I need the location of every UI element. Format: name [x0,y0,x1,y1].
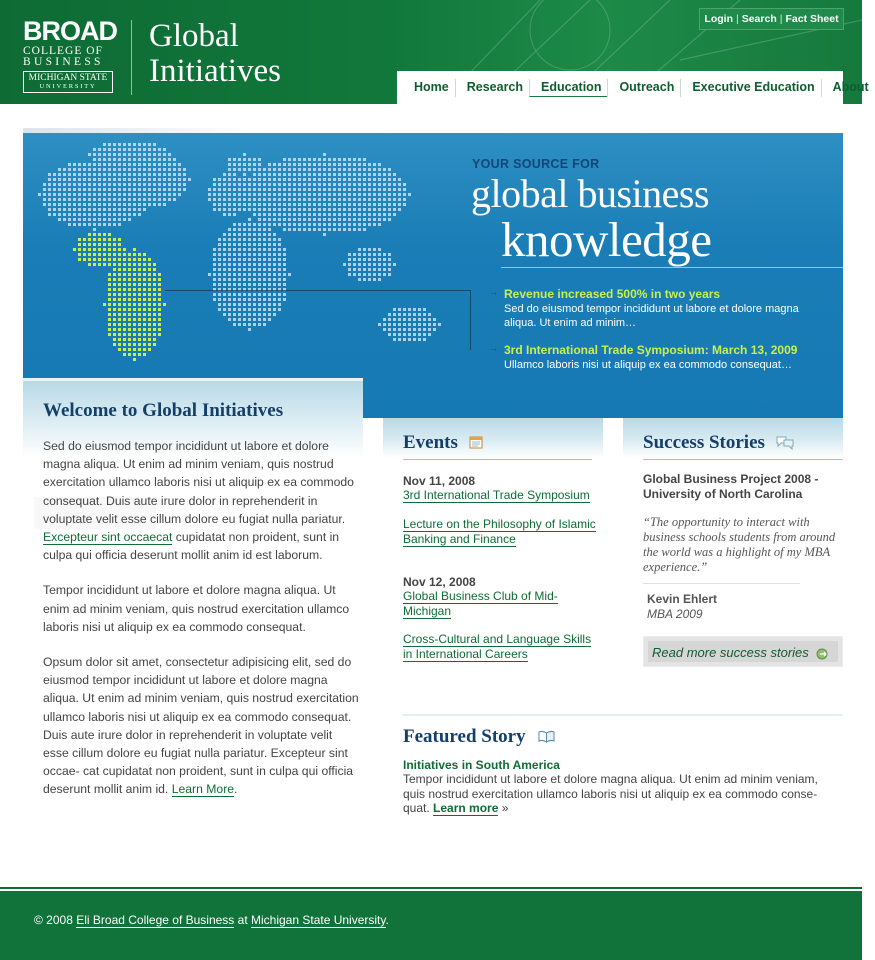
success-story-title: Global Business Project 2008 - University of North Carolina [643,472,819,501]
arrow-circle-icon [816,648,830,660]
hero-connector-line [165,290,471,291]
hero-news-description: Ullamco laboris nisi ut aliquip ex ea commodo consequat… [504,359,792,371]
main-navigation [397,71,869,104]
hero-banner [23,133,843,418]
success-story-role: MBA 2009 [647,607,703,621]
hero-divider [501,267,843,268]
events-title-text: Events [403,432,458,453]
featured-divider [403,714,843,716]
featured-story-title-text: Featured Story [403,726,526,747]
success-story-name: Kevin Ehlert [647,592,718,606]
success-divider [643,459,843,460]
read-more-success-stories-button[interactable] [643,636,843,667]
nav-executive-education[interactable]: Executive Education [680,79,820,97]
site-header [0,0,869,104]
nav-home[interactable]: Home [414,79,449,94]
success-story-quote: “The opportunity to interact with business schools students from around the world was a highlight of my MBA experience.” [643,515,836,574]
nav-education[interactable]: Education [529,79,607,97]
event-date: Nov 11, 2008 [403,474,476,488]
hero-news-description: Sed do eiusmod tempor incididunt ut labore et dolore magna aliqua. Ut enim ad minim… [504,303,799,329]
featured-story-text: Tempor incididunt ut labore et dolore magna aliqua. Ut enim ad minim veniam, quis nostrud exercitation ullamco laboris nisi ut aliquip ex ea commodo conse- quat. [403,772,818,815]
featured-story-subtitle[interactable]: Initiatives in South America [403,758,560,772]
footer-copyright [34,913,389,927]
event-link-text[interactable]: Global Business Club of Mid-Michigan [403,589,558,618]
nav-about[interactable]: About [821,79,875,97]
open-book-icon [538,730,555,743]
welcome-p3-end: . [234,782,238,797]
event-link[interactable] [403,488,598,503]
speech-bubbles-icon [776,435,794,449]
hero-news-headline[interactable]: 3rd International Trade Symposium: March 13, 2009 [504,343,798,357]
site-title-line2: Initiatives [149,53,281,89]
event-link-text[interactable]: Lecture on the Philosophy of Islamic Banking and Finance [403,517,596,546]
success-stories-title [643,432,794,454]
arrow-right-icon: → [489,343,498,353]
logo-college-of-text: COLLEGE OF [23,45,103,57]
hero-headline-line2: knowledge [501,212,712,267]
event-link[interactable] [403,632,598,662]
header-divider [131,20,132,95]
quote-divider [643,583,800,584]
welcome-paragraph-3 [43,653,361,799]
welcome-paragraph-1 [43,437,361,564]
nav-outreach[interactable]: Outreach [607,79,680,97]
utility-links [699,8,844,30]
world-map-graphic [23,133,463,383]
hero-news-headline[interactable]: Revenue increased 500% in two years [504,287,721,301]
featured-story-body [403,772,833,816]
site-title-line1: Global [149,18,239,54]
hero-news-item[interactable] [489,342,809,372]
site-footer [0,891,862,960]
featured-learn-more-link[interactable]: Learn more [433,801,499,815]
login-link[interactable]: Login [704,13,733,25]
logo-msu-text: MICHIGAN STATE [28,73,108,83]
events-divider [403,459,592,460]
welcome-p1-after: cupidatat non proident, sunt in culpa qui officia deserunt mollit anim id est laborum. [43,530,340,563]
nav-research[interactable]: Research [455,79,529,97]
hero-news-item[interactable] [489,286,809,330]
excepteur-link[interactable]: Excepteur sint occaecat [43,530,173,545]
events-title [403,432,483,454]
fact-sheet-link[interactable]: Fact Sheet [785,13,839,25]
utility-separator: | [779,13,783,25]
copyright-text: © 2008 [34,913,77,927]
welcome-title: Welcome to Global Initiatives [43,400,284,421]
event-link[interactable] [403,589,573,619]
welcome-paragraph-2: Tempor incididunt ut labore et dolore magna aliqua. Ut enim ad minim veniam, quis nostrud exercitation ullamco laboris nisi ut aliquip ex ea commodo consequat. [43,583,350,634]
hero-connector-line [470,290,471,350]
site-title[interactable] [149,19,281,89]
logo-business-text: BUSINESS [23,56,104,68]
welcome-learn-more-link[interactable]: Learn More [171,782,235,797]
broad-college-link[interactable]: Eli Broad College of Business [76,913,235,927]
success-stories-title-text: Success Stories [643,432,765,453]
read-more-button-inner[interactable] [648,641,838,662]
hero-headline-line1: global business [471,171,710,216]
footer-top-line [0,887,862,889]
featured-story-title [403,726,555,748]
event-link-text[interactable]: Cross-Cultural and Language Skills in International Careers [403,632,592,661]
utility-separator: | [735,13,739,25]
arrow-right-icon: → [489,287,498,297]
event-link[interactable] [403,517,598,547]
welcome-body [43,437,361,816]
hero-eyebrow: YOUR SOURCE FOR [472,157,600,171]
welcome-p3-text: Opsum dolor sit amet, consectetur adipisicing elit, sed do eiusmod tempor incididunt ut labore et dolore magna aliqua. Ut enim ad minim veniam, quis nostrud exercitation ullamco laboris nisi ut aliquip ex ea commodo consequat. Duis aute irure dolor in reprehenderit in voluptate velit esse cillum dolore eu fugiat nulla pariatur. Excepteur sint occae- cat cupidatat non proident, sunt in culpa qui officia deserunt mollit anim id. [43,655,359,797]
broad-college-logo[interactable] [23,16,117,98]
read-more-label: Read more success stories [652,645,809,660]
welcome-p1-text: Sed do eiusmod tempor incididunt ut labore et dolore magna aliqua. Ut enim ad minim veniam, quis nostrud exercitation ullamco laboris nisi ut aliquip ex ea commodo consequat. Duis aute irure dolor in reprehenderit in voluptate velit esse cillum dolore eu fugiat nulla pariatur. [43,439,354,526]
logo-university-text: UNIVERSITY [39,83,97,90]
msu-link[interactable]: Michigan State University [251,913,386,927]
calendar-icon [469,435,483,449]
msu-logo-badge [23,71,113,93]
event-link-text[interactable]: 3rd International Trade Symposium [403,488,590,502]
event-date: Nov 12, 2008 [403,575,476,589]
footer-end-text: . [385,913,389,927]
raquo-icon: » [498,801,509,815]
logo-broad-text: BROAD [23,16,117,46]
footer-at-text: at [234,913,251,927]
search-link[interactable]: Search [741,13,777,25]
